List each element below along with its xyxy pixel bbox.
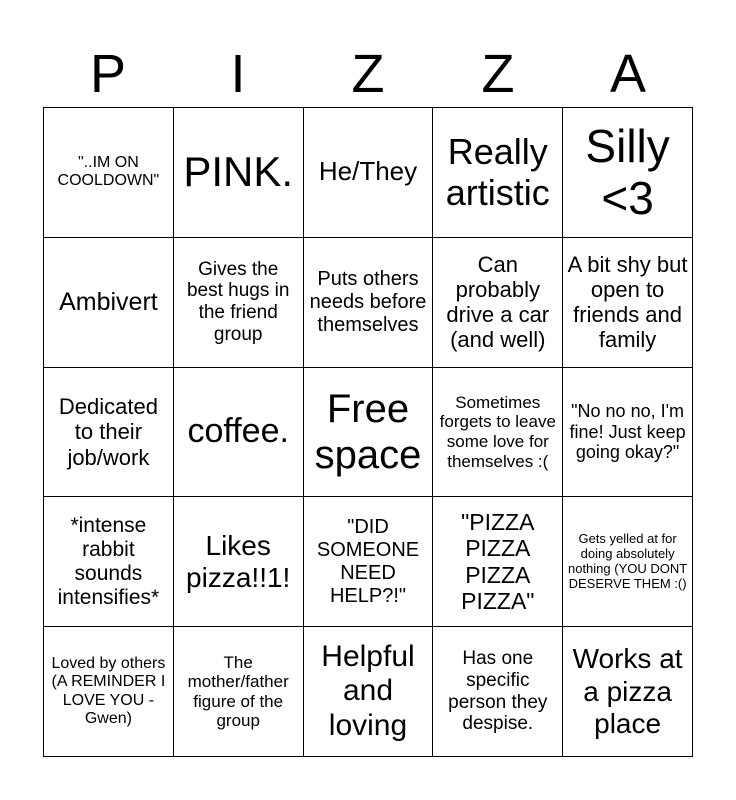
header-letter-a: A (609, 44, 647, 104)
bingo-cell[interactable]: Ambivert (44, 238, 174, 368)
bingo-cell[interactable]: Sometimes forgets to leave some love for themselves :( (433, 368, 563, 498)
bingo-cell[interactable]: Gets yelled at for doing absolutely nothing (YOU DONT DESERVE THEM :() (563, 497, 693, 627)
bingo-cell[interactable]: "No no no, I'm fine! Just keep going okay?" (563, 368, 693, 498)
bingo-grid (43, 107, 693, 757)
bingo-cell[interactable]: Loved by others (A REMINDER I LOVE YOU -Gwen) (44, 627, 174, 757)
bingo-cell[interactable]: "..IM ON COOLDOWN" (44, 108, 174, 238)
header-letter-z2: Z (481, 44, 515, 104)
header-letter-z1: Z (351, 44, 385, 104)
header-letter-p: P (89, 44, 127, 104)
header-letter-i: I (230, 44, 246, 104)
bingo-cell[interactable]: "DID SOMEONE NEED HELP?!" (304, 497, 434, 627)
free-space-cell[interactable]: Free space (304, 368, 434, 498)
bingo-header (43, 40, 693, 108)
bingo-cell[interactable]: PINK. (174, 108, 304, 238)
bingo-cell[interactable]: coffee. (174, 368, 304, 498)
bingo-cell[interactable]: Gives the best hugs in the friend group (174, 238, 304, 368)
bingo-cell[interactable]: "PIZZA PIZZA PIZZA PIZZA" (433, 497, 563, 627)
bingo-cell[interactable]: Helpful and loving (304, 627, 434, 757)
bingo-cell[interactable]: Likes pizza!!1! (174, 497, 304, 627)
bingo-cell[interactable]: *intense rabbit sounds intensifies* (44, 497, 174, 627)
bingo-cell[interactable]: Works at a pizza place (563, 627, 693, 757)
bingo-cell[interactable]: He/They (304, 108, 434, 238)
bingo-cell[interactable]: Really artistic (433, 108, 563, 238)
bingo-cell[interactable]: Dedicated to their job/work (44, 368, 174, 498)
bingo-cell[interactable]: A bit shy but open to friends and family (563, 238, 693, 368)
bingo-cell[interactable]: Puts others needs before themselves (304, 238, 434, 368)
bingo-cell[interactable]: Has one specific person they despise. (433, 627, 563, 757)
bingo-cell[interactable]: Can probably drive a car (and well) (433, 238, 563, 368)
bingo-cell[interactable]: The mother/father figure of the group (174, 627, 304, 757)
bingo-cell[interactable]: Silly <3 (563, 108, 693, 238)
